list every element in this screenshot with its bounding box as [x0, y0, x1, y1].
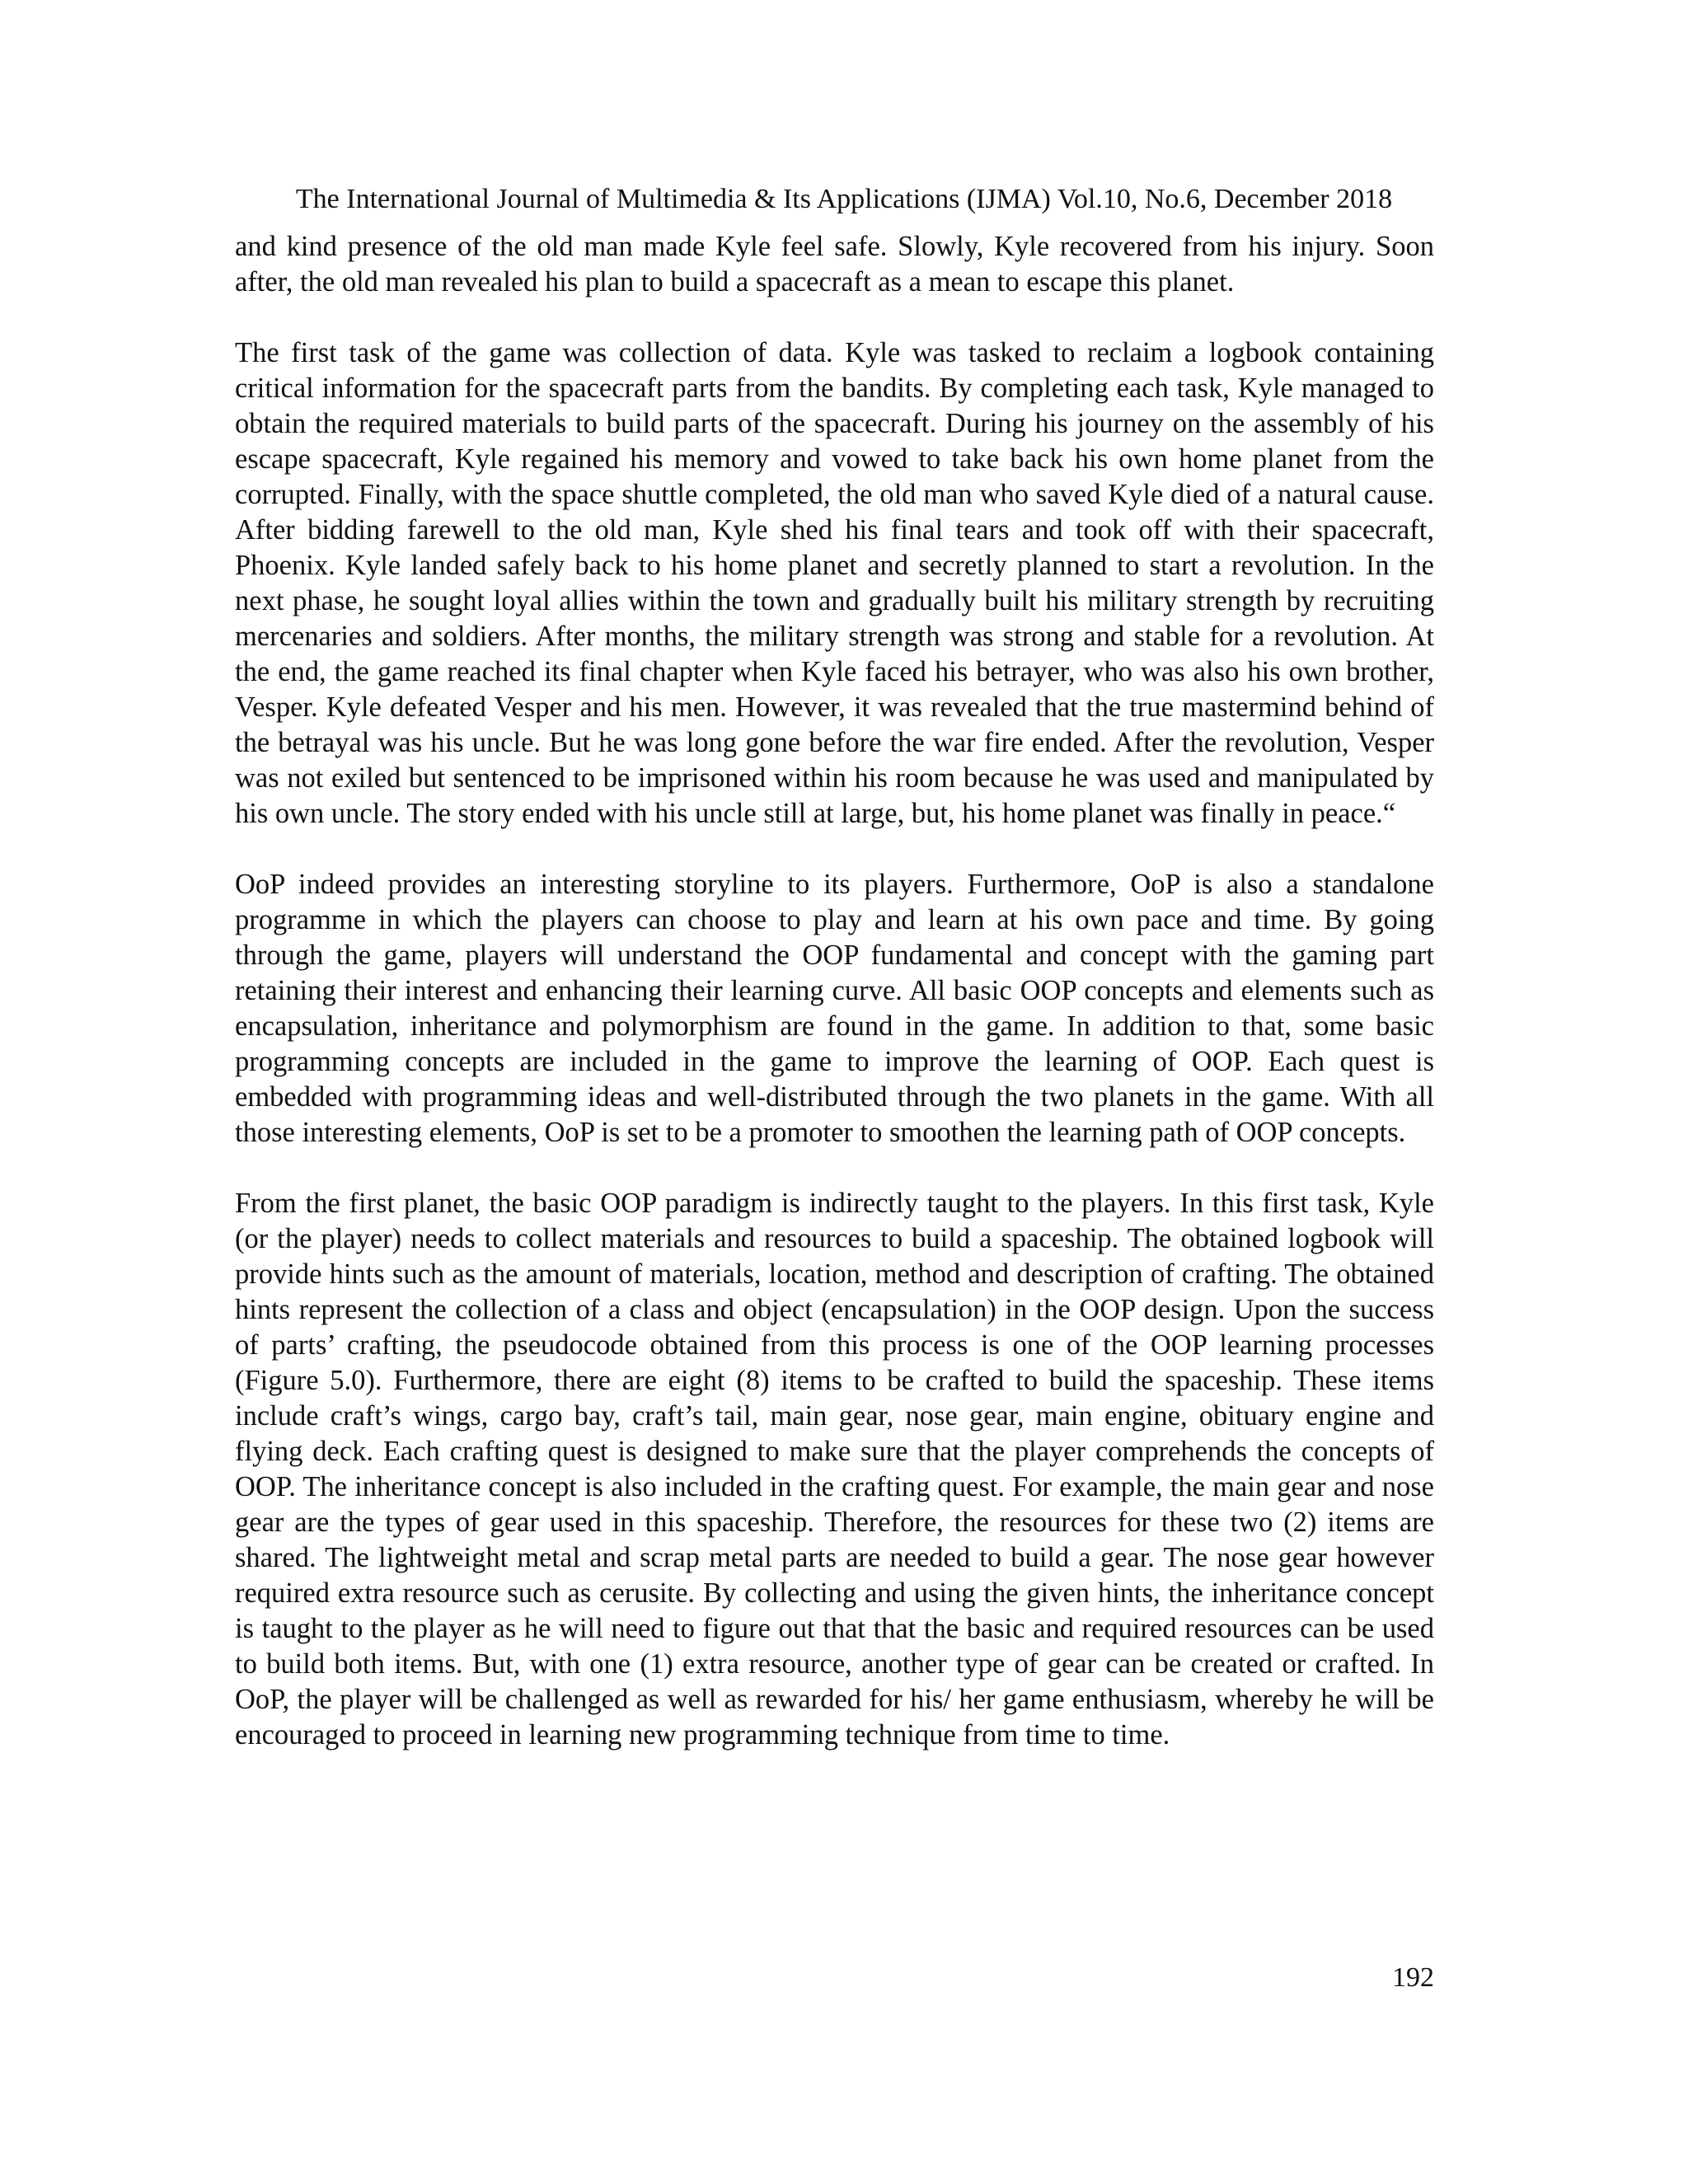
paragraph-oop-storyline: OoP indeed provides an interesting storyline to its players. Furthermore, OoP is also a standalone programme in which the players can choose to play and learn at his own pace and time. By going through the game, players will understand the OOP fundamental and concept with the gaming part retaining their interest and enhancing their learning curve. All basic OOP concepts and elements such as encapsulation, inheritance and polymorphism are found in the game. In addition to that, some basic programming concepts are included in the game to improve the learning of OOP. Each quest is embedded with programming ideas and well-distributed through the two planets in the game. With all those interesting elements, OoP is set to be a promoter to smoothen the learning path of OOP concepts.: [235, 869, 1434, 1148]
paragraph-story-continuation: and kind presence of the old man made Kyle feel safe. Slowly, Kyle recovered from his injury. Soon after, the old man revealed his plan to build a spacecraft as a mean to escape this planet.: [235, 231, 1434, 298]
paragraph-first-task: The first task of the game was collection of data. Kyle was tasked to reclaim a logbook containing critical information for the spacecraft parts from the bandits. By completing each task, Kyle managed to obtain the required materials to build parts of the spacecraft. During his journey on the assembly of his escape spacecraft, Kyle regained his memory and vowed to take back his own home planet from the corrupted. Finally, with the space shuttle completed, the old man who saved Kyle died of a natural cause. After bidding farewell to the old man, Kyle shed his final tears and took off with their spacecraft, Phoenix. Kyle landed safely back to his home planet and secretly planned to start a revolution. In the next phase, he sought loyal allies within the town and gradually built his military strength by recruiting mercenaries and soldiers. After months, the military strength was strong and stable for a revolution. At the end, the game reached its final chapter when Kyle faced his betrayer, who was also his own brother, Vesper. Kyle defeated Vesper and his men. However, it was revealed that the true mastermind behind of the betrayal was his uncle. But he was long gone before the war fire ended. After the revolution, Vesper was not exiled but sentenced to be imprisoned within his room because he was used and manipulated by his own uncle. The story ended with his uncle still at large, but, his home planet was finally in peace.“: [235, 337, 1434, 829]
body-text: [235, 229, 1434, 1788]
paragraph-first-planet: From the first planet, the basic OOP paradigm is indirectly taught to the players. In this first task, Kyle (or the player) needs to collect materials and resources to build a spaceship. The obtained logbook will provide hints such as the amount of materials, location, method and description of crafting. The obtained hints represent the collection of a class and object (encapsulation) in the OOP design. Upon the success of parts’ crafting, the pseudocode obtained from this process is one of the OOP learning processes (Figure 5.0). Furthermore, there are eight (8) items to be crafted to build the spaceship. These items include craft’s wings, cargo bay, craft’s tail, main gear, nose gear, main engine, obituary engine and flying deck. Each crafting quest is designed to make sure that the player comprehends the concepts of OOP. The inheritance concept is also included in the crafting quest. For example, the main gear and nose gear are the types of gear used in this spaceship. Therefore, the resources for these two (2) items are shared. The lightweight metal and scrap metal parts are needed to build a gear. The nose gear however required extra resource such as cerusite. By collecting and using the given hints, the inheritance concept is taught to the player as he will need to figure out that that the basic and required resources can be used to build both items. But, with one (1) extra resource, another type of gear can be created or crafted. In OoP, the player will be challenged as well as rewarded for his/ her game enthusiasm, whereby he will be encouraged to proceed in learning new programming technique from time to time.: [235, 1188, 1434, 1750]
page-number: 192: [1392, 1962, 1434, 1993]
running-header: The International Journal of Multimedia & Its Applications (IJMA) Vol.10, No.6, December 2018: [295, 184, 1393, 214]
